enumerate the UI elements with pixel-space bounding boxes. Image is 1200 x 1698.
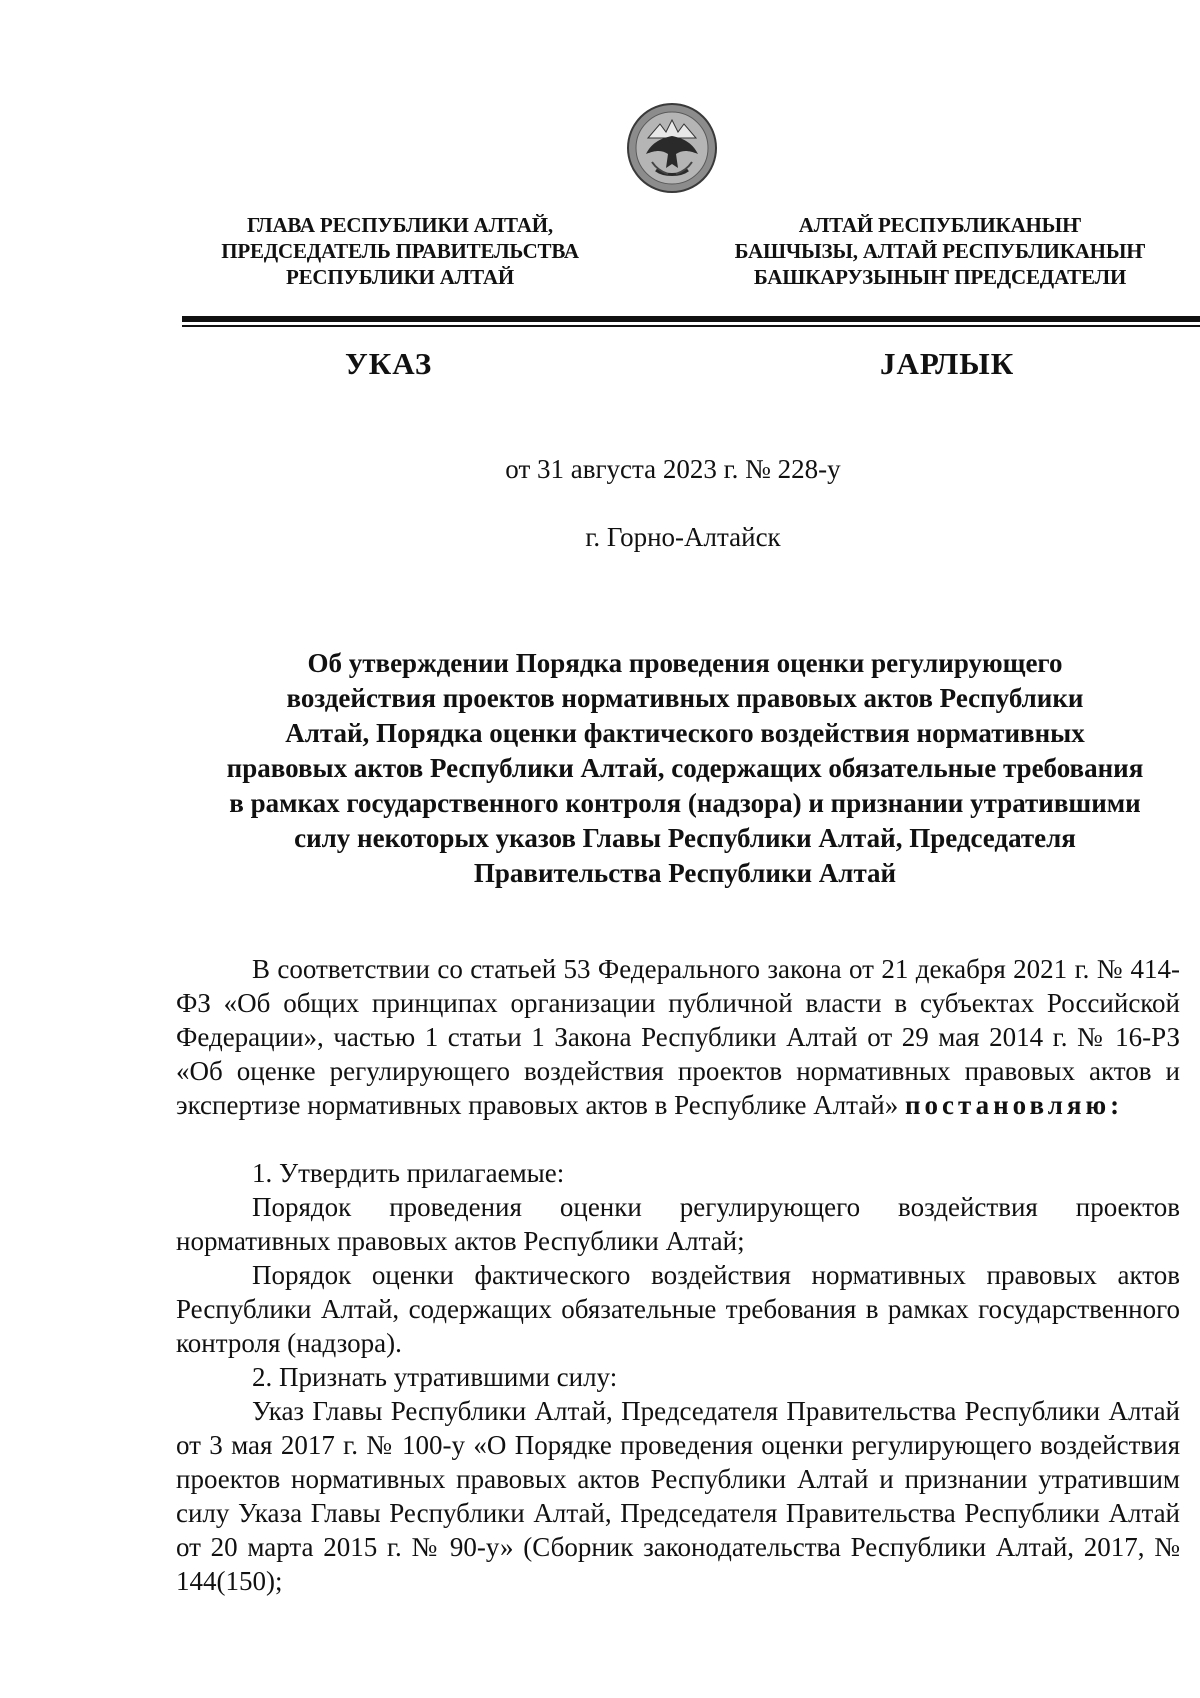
header-right-block: [710, 212, 1170, 290]
title-line: Об утверждении Порядка проведения оценки регулирующего: [307, 648, 1063, 678]
title-line: правовых актов Республики Алтай, содержащих обязательные требования: [226, 753, 1144, 783]
document-body: [176, 952, 1180, 1598]
doc-kind-altai: JАРЛЫК: [880, 346, 1015, 381]
decree-word: постановляю:: [904, 1090, 1124, 1120]
body-paragraph: Порядок оценки фактического воздействия нормативных правовых актов Республики Алтай, содержащих обязательные требования в рамках государственного контроля (надзора).: [176, 1260, 1180, 1358]
body-paragraph: Порядок проведения оценки регулирующего воздействия проектов нормативных правовых актов Республики Алтай;: [176, 1192, 1180, 1256]
body-paragraph: 1. Утвердить прилагаемые:: [252, 1158, 565, 1188]
document-place: г. Горно-Алтайск: [585, 522, 781, 552]
body-paragraph: 2. Признать утратившими силу:: [252, 1362, 618, 1392]
title-line: в рамках государственного контроля (надзора) и признании утратившими: [229, 788, 1141, 818]
header-left-line: ГЛАВА РЕСПУБЛИКИ АЛТАЙ,: [247, 213, 553, 237]
header-right-line: АЛТАЙ РЕСПУБЛИКАНЫҤ: [798, 213, 1082, 237]
coat-of-arms-icon: [626, 102, 718, 194]
preamble-paragraph: [176, 952, 1180, 1122]
header-right-line: БАШЧЫЗЫ, АЛТАЙ РЕСПУБЛИКАНЫҤ: [734, 239, 1146, 263]
title-line: Алтай, Порядка оценки фактического воздействия нормативных: [285, 718, 1085, 748]
header-left-line: РЕСПУБЛИКИ АЛТАЙ: [286, 265, 514, 289]
document-title: [170, 646, 1200, 891]
body-paragraph: Указ Главы Республики Алтай, Председателя Правительства Республики Алтай от 3 мая 2017 г. № 100-у «О Порядке проведения оценки регулирующего воздействия проектов нормативных правовых актов Республики Алтай и признании утратившим силу Указа Главы Республики Алтай, Председателя Правительства Республики Алтай от 20 марта 2015 г. № 90-у» (Сборник законодательства Республики Алтай, 2017, № 144(150);: [176, 1396, 1180, 1596]
header-left-block: [170, 212, 630, 290]
doc-kind-russian: УКАЗ: [345, 346, 433, 381]
title-line: воздействия проектов нормативных правовых актов Республики: [286, 683, 1084, 713]
header-left-line: ПРЕДСЕДАТЕЛЬ ПРАВИТЕЛЬСТВА: [221, 239, 579, 263]
header-divider-thin: [182, 325, 1200, 327]
title-line: Правительства Республики Алтай: [473, 858, 897, 888]
header-divider-thick: [182, 316, 1200, 322]
document-date-number: от 31 августа 2023 г. № 228-у: [505, 454, 841, 484]
header-right-line: БАШКАРУЗЫНЫҤ ПРЕДСЕДАТЕЛИ: [753, 265, 1127, 289]
title-line: силу некоторых указов Главы Республики Алтай, Председателя: [294, 823, 1076, 853]
preamble-text: В соответствии со статьей 53 Федерального закона от 21 декабря 2021 г. № 414-ФЗ «Об общих принципах организации публичной власти в субъектах Российской Федерации», частью 1 статьи 1 Закона Республики Алтай от 29 мая 2014 г. № 16-РЗ «Об оценке регулирующего воздействия проектов нормативных правовых актов и экспертизе нормативных правовых актов в Республике Алтай»: [176, 954, 1180, 1120]
